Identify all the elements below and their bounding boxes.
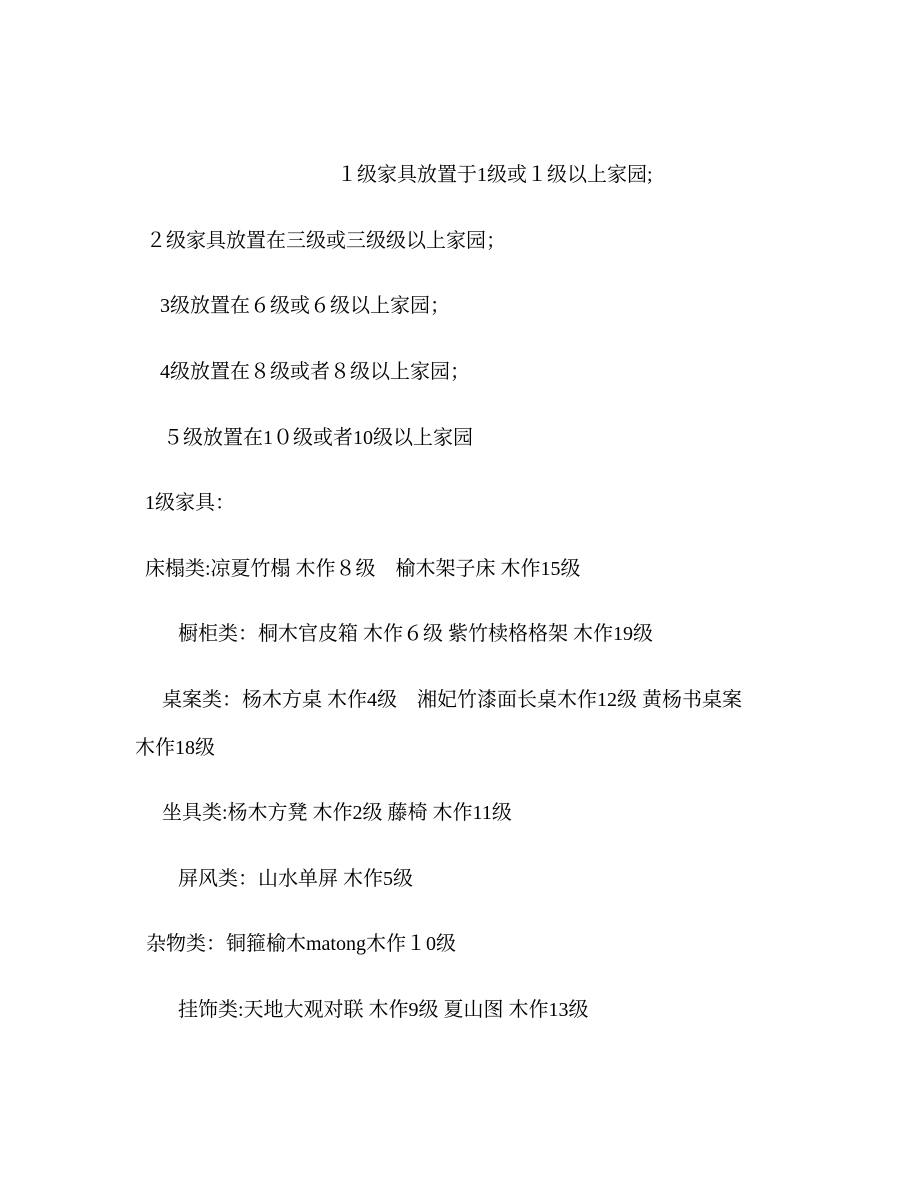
category-wall-decor: 挂饰类:天地大观对联 木作9级 夏山图 木作13级 — [178, 999, 589, 1021]
rule-level-4: 4级放置在８级或者８级以上家园； — [160, 361, 470, 383]
category-tables: 桌案类：杨木方桌 木作4级 湘妃竹漆面长桌木作12级 黄杨书桌案 — [162, 689, 742, 711]
rule-level-2: ２级家具放置在三级或三级级以上家园； — [146, 230, 506, 252]
rule-level-1: １级家具放置于1级或１级以上家园; — [337, 164, 653, 186]
rule-level-5: ５级放置在1０级或者10级以上家园 — [163, 427, 473, 449]
category-seats: 坐具类:杨木方凳 木作2级 藤椅 木作11级 — [162, 802, 512, 824]
category-beds: 床榻类:凉夏竹榻 木作８级 榆木架子床 木作15级 — [145, 558, 581, 580]
category-misc: 杂物类：铜箍榆木matong木作１0级 — [146, 933, 456, 955]
category-tables-continued: 木作18级 — [135, 737, 215, 759]
rule-level-3: 3级放置在６级或６级以上家园； — [160, 295, 450, 317]
category-cabinets: 橱柜类：桐木官皮箱 木作６级 紫竹椟格格架 木作19级 — [178, 623, 653, 645]
category-screens: 屏风类：山水单屏 木作5级 — [178, 868, 413, 890]
section-heading: 1级家具： — [145, 492, 235, 514]
